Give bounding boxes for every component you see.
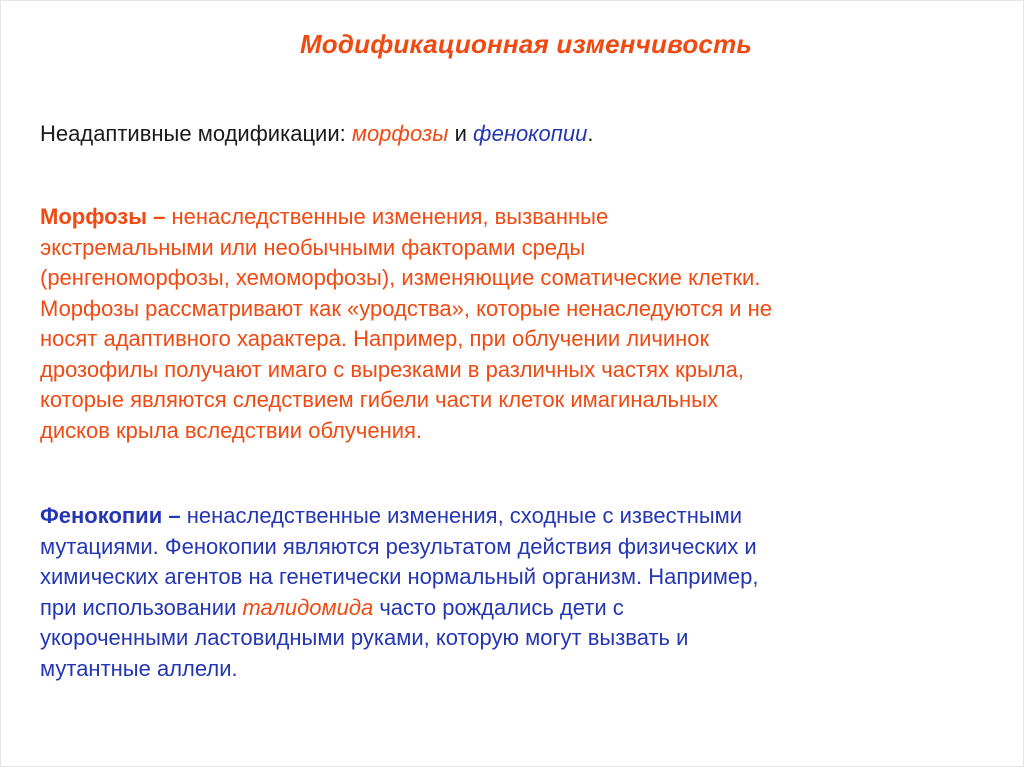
morphoses-line: Морфозы рассматривают как «уродства», которые ненаследуются и не	[40, 295, 773, 321]
subtitle-prefix: Неадаптивные модификации:	[40, 121, 352, 146]
phenocopies-paragraph	[40, 501, 1000, 684]
thalidomide-term: талидомида	[242, 594, 374, 620]
subtitle-suffix: .	[587, 121, 594, 146]
morphoses-line	[40, 202, 1000, 233]
morphoses-line-text: ненаследственные изменения, вызванные	[165, 204, 609, 229]
phenocopies-line: укороченными ластовидными руками, которую могут вызвать и	[40, 625, 689, 650]
morphoses-term: Морфозы –	[40, 204, 166, 229]
phenocopies-term: Фенокопии –	[40, 503, 181, 528]
phenocopies-line4-suffix: часто рождались дети с	[373, 594, 624, 620]
phenocopies-line4-prefix: при использовании	[40, 594, 243, 620]
phenocopies-line: химических агентов на генетически нормальный организм. Например,	[40, 564, 759, 589]
phenocopies-line	[40, 501, 1000, 532]
morphoses-line: носят адаптивного характера. Например, при облучении личинок	[40, 326, 710, 351]
phenocopies-line	[40, 593, 1000, 624]
morphoses-line: которые являются следствием гибели части клеток имагинальных	[40, 387, 718, 412]
slide-title: Модификационная изменчивость	[299, 29, 753, 59]
subtitle-connector: и	[448, 121, 473, 146]
subtitle-term-phenocopies: фенокопии	[472, 121, 588, 146]
subtitle-term-morphoses: морфозы	[351, 121, 449, 146]
phenocopies-line: мутациями. Фенокопии являются результатом действия физических и	[40, 533, 757, 559]
subtitle	[40, 121, 594, 147]
morphoses-paragraph	[40, 202, 1000, 446]
morphoses-line: (ренгеноморфозы, хемоморфозы), изменяющие соматические клетки.	[40, 265, 761, 290]
morphoses-line: дисков крыла вследствии облучения.	[40, 417, 423, 443]
morphoses-line: экстремальными или необычными факторами среды	[40, 234, 586, 260]
phenocopies-line: мутантные аллели.	[40, 655, 238, 681]
morphoses-line: дрозофилы получают имаго с вырезками в различных частях крыла,	[40, 356, 744, 382]
phenocopies-line-text: ненаследственные изменения, сходные с известными	[180, 503, 743, 528]
